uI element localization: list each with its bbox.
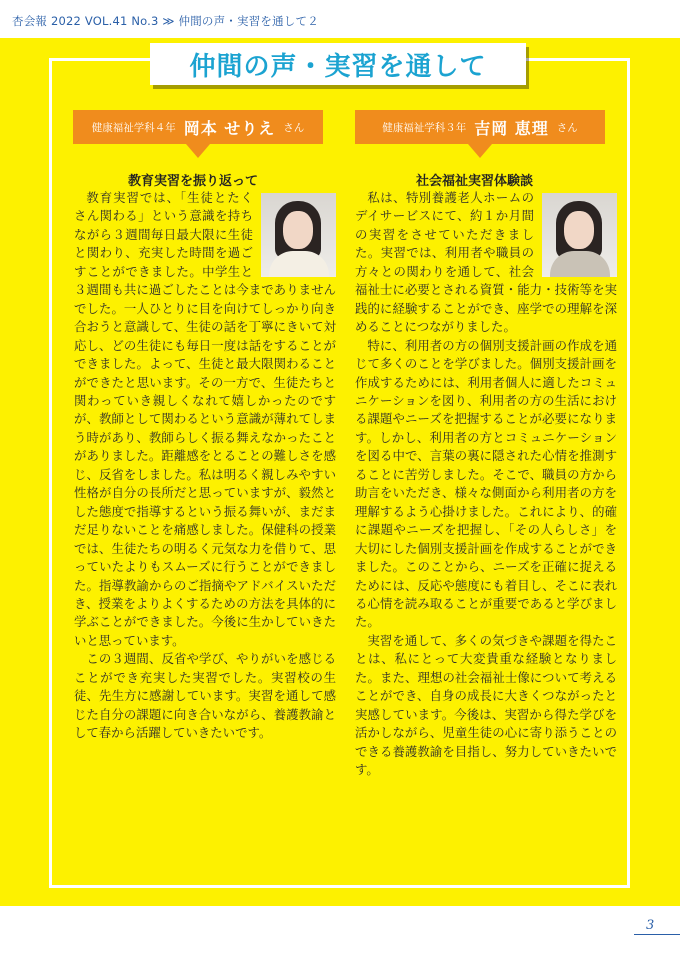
right-paragraph-2: 特に、利用者の方の個別支援計画の作成を通じて多くのことを学びました。個別支援計画を作成するためには、利用者個人に適したコミュニケーションを図り、利用者の方の生活における課題やニーズを把握することが必要になります。しかし、利用者の方とコミュニケーションを図る中で、言葉の裏に隠された心情を推測することに苦労しました。そこで、職員の方から助言をいただき、様々な側面から利用者の方を理解するよう心掛けました。これにより、的確に課題やニーズを把握し、「その人らしさ」を大切にした個別支援計画を作成することができました。このことから、ニーズを正確に捉えるためには、反応や態度にも着目し、そこに表れる心情を読み取ることが重要であると学びました。 (355, 337, 617, 630)
left-student-photo (261, 193, 336, 277)
right-heading: 社会福祉実習体験談 (416, 174, 534, 189)
left-name: 岡本 せりえ (183, 118, 276, 138)
left-paragraph-2: この３週間、反省や学び、やりがいを感じることができ充実した実習でした。実習校の生徒、先生方に感謝しています。実習を通して感じた自分の課題に向き合いながら、養護教諭として春から活躍していきたいです。 (74, 651, 336, 741)
left-paragraph-1: 教育実習では、「生徒とたくさん関わる」という意識を持ちながら３週間毎日最大限に生徒と関わり、充実した時間を過ごすことができました。中学生と３週間も共に過ごしたことは今までありませんでした。一人ひとりに目を向けてしっかり向き合おうと意識して、生徒の話を丁寧にきいて対応し、どの生徒にも毎日一度は話をすることができました。よって、生徒と最大限関わることができたと思います。その一方で、生徒たちと関わっていき親しくなれて嬉しかったのですが、教師として関わるという意識が薄れてしまう時があり、教師らしく振る舞えなかったことがありました。距離感をとることの難しさを感じ、反省をしました。私は明るく親しみやすい性格が自分の長所だと思っていますが、毅然とした態度で指導するという振る舞いが、まだまだ足りないことを痛感しました。保健科の授業では、生徒たちの明るく元気な力を借りて、思っていたよりもスムーズに行うことができました。指導教諭からのご指摘やアドバイスいただき、授業をよりよくするための方法を具体的に学ぶことができました。今後に生かしていきたいと思っています。 (74, 190, 336, 648)
left-dept: 健康福祉学科４年 (91, 121, 176, 134)
left-name-banner (73, 110, 323, 144)
right-dept: 健康福祉学科３年 (382, 121, 467, 134)
page-number: 3 (646, 918, 655, 933)
right-honorific: さん (556, 121, 578, 134)
title-box (150, 43, 526, 85)
left-article (74, 189, 336, 743)
left-honorific: さん (283, 121, 305, 134)
footer-line (634, 934, 680, 935)
page-title: 仲間の声・実習を通して (189, 51, 487, 82)
right-article (355, 189, 617, 780)
right-paragraph-3: 実習を通して、多くの気づきや課題を得たことは、私にとって大変貴重な経験となりました。また、理想の社会福祉士像について考えることができ、自身の成長に大きくつながったと実感しています。今後は、実習から得た学びを活かしながら、児童生徒の心に寄り添うことのできる養護教諭を目指し、努力していきたいです。 (355, 632, 617, 778)
left-heading: 教育実習を振り返って (128, 174, 259, 189)
right-name-banner (355, 110, 605, 144)
right-student-photo (542, 193, 617, 277)
right-paragraph-1: 私は、特別養護老人ホームのデイサービスにて、約１か月間の実習をさせていただきました。実習では、利用者や職員の方々との関わりを通して、社会福祉士に必要とされる資質・能力・技術等を実践的に経験することができ、座学での理解を深めることにつながりました。 (355, 190, 617, 335)
running-header: 杏会報 2022 VOL.41 No.3 ≫ 仲間の声・実習を通して２ (12, 14, 319, 28)
right-name: 吉岡 恵理 (474, 118, 549, 138)
